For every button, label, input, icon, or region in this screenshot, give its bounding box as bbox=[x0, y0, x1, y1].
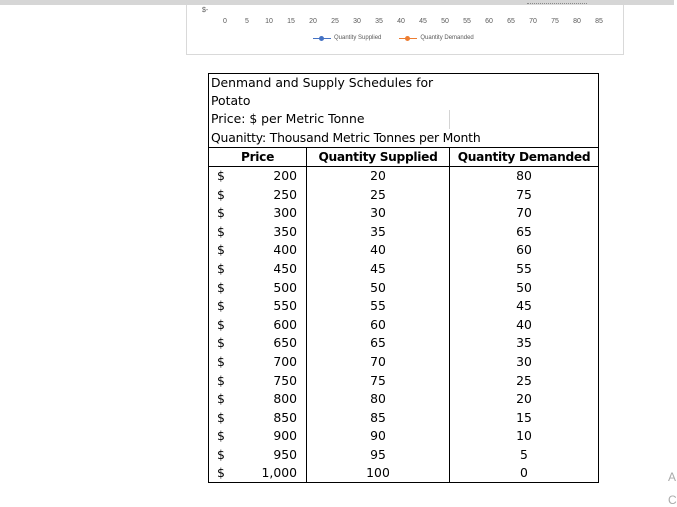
price-cell[interactable] bbox=[209, 241, 307, 260]
price-cell[interactable] bbox=[209, 371, 307, 390]
price-cell[interactable] bbox=[209, 353, 307, 372]
side-letter-c: C bbox=[668, 493, 677, 507]
x-axis-tick-label: 60 bbox=[485, 18, 493, 25]
currency-symbol: $ bbox=[217, 428, 225, 444]
quantity-demanded-cell[interactable]: 55 bbox=[516, 261, 532, 277]
x-axis-tick-label: 30 bbox=[353, 18, 361, 25]
price-unit-text: Price: $ per Metric Tonne bbox=[211, 111, 365, 127]
quantity-demanded-cell[interactable]: 35 bbox=[516, 335, 532, 351]
quantity-supplied-cell[interactable]: 70 bbox=[307, 353, 450, 372]
table-row bbox=[209, 278, 599, 297]
x-axis-tick-label: 20 bbox=[309, 18, 317, 25]
price-cell[interactable] bbox=[209, 446, 307, 465]
x-axis-tick-label: 55 bbox=[463, 18, 471, 25]
quantity-demanded-cell[interactable]: 20 bbox=[516, 391, 532, 407]
quantity-unit-text: Quanitty: Thousand Metric Tonnes per Month bbox=[211, 129, 481, 145]
x-axis-tick-label: 45 bbox=[419, 18, 427, 25]
price-value: 900 bbox=[273, 428, 297, 444]
quantity-supplied-cell[interactable]: 50 bbox=[307, 278, 450, 297]
x-axis-tick-label: 80 bbox=[573, 18, 581, 25]
table-row bbox=[209, 316, 599, 335]
x-axis-tick-label: 5 bbox=[245, 18, 249, 25]
currency-symbol: $ bbox=[217, 335, 225, 351]
table-title-row bbox=[209, 74, 599, 111]
schedule-table bbox=[208, 73, 599, 483]
quantity-demanded-cell[interactable]: 40 bbox=[516, 316, 532, 332]
currency-symbol: $ bbox=[217, 261, 225, 277]
legend-label-supplied: Quantity Supplied bbox=[334, 35, 382, 41]
legend-swatch-supplied bbox=[313, 38, 331, 39]
quantity-supplied-cell[interactable]: 100 bbox=[307, 464, 450, 483]
empty-cell[interactable] bbox=[450, 110, 599, 129]
table-row bbox=[209, 371, 599, 390]
price-value: 200 bbox=[273, 168, 297, 184]
price-value: 750 bbox=[273, 372, 297, 388]
price-cell[interactable] bbox=[209, 204, 307, 223]
legend-marker-demanded bbox=[405, 36, 410, 41]
currency-symbol: $ bbox=[217, 391, 225, 407]
legend-item-supplied bbox=[313, 35, 381, 41]
price-cell[interactable] bbox=[209, 390, 307, 409]
price-cell[interactable] bbox=[209, 427, 307, 446]
table-row bbox=[209, 446, 599, 465]
quantity-unit-cell[interactable] bbox=[209, 129, 599, 148]
price-cell[interactable] bbox=[209, 409, 307, 428]
table-row bbox=[209, 353, 599, 372]
x-axis-tick-label: 50 bbox=[441, 18, 449, 25]
x-axis-tick-label: 25 bbox=[331, 18, 339, 25]
price-cell[interactable] bbox=[209, 278, 307, 297]
table-row bbox=[209, 204, 599, 223]
quantity-demanded-cell[interactable]: 45 bbox=[516, 298, 532, 314]
currency-symbol: $ bbox=[217, 409, 225, 425]
x-axis-tick-label: 75 bbox=[551, 18, 559, 25]
quantity-unit-row bbox=[209, 129, 599, 148]
quantity-supplied-cell[interactable]: 45 bbox=[307, 260, 450, 279]
price-value: 600 bbox=[273, 316, 297, 332]
price-value: 950 bbox=[273, 446, 297, 462]
table-title[interactable] bbox=[209, 74, 450, 111]
price-value: 650 bbox=[273, 335, 297, 351]
table-row bbox=[209, 409, 599, 428]
price-cell[interactable] bbox=[209, 464, 307, 483]
currency-symbol: $ bbox=[217, 354, 225, 370]
quantity-demanded-cell[interactable]: 60 bbox=[516, 242, 532, 258]
currency-symbol: $ bbox=[217, 465, 225, 481]
header-price[interactable]: Price bbox=[209, 147, 307, 167]
quantity-demanded-cell[interactable]: 50 bbox=[516, 279, 532, 295]
table-row bbox=[209, 427, 599, 446]
quantity-demanded-cell[interactable]: 5 bbox=[520, 446, 528, 462]
header-quantity-supplied[interactable]: Quantity Supplied bbox=[307, 147, 450, 167]
currency-symbol: $ bbox=[217, 316, 225, 332]
quantity-demanded-cell[interactable]: 75 bbox=[516, 186, 532, 202]
currency-symbol: $ bbox=[217, 205, 225, 221]
currency-symbol: $ bbox=[217, 168, 225, 184]
table-row bbox=[209, 185, 599, 204]
price-value: 1,000 bbox=[261, 465, 297, 481]
table-row bbox=[209, 167, 599, 186]
price-value: 400 bbox=[273, 242, 297, 258]
quantity-supplied-cell[interactable]: 90 bbox=[307, 427, 450, 446]
price-value: 450 bbox=[273, 261, 297, 277]
legend-marker-supplied bbox=[319, 36, 324, 41]
price-value: 550 bbox=[273, 298, 297, 314]
quantity-demanded-cell[interactable]: 15 bbox=[516, 409, 532, 425]
price-cell[interactable] bbox=[209, 297, 307, 316]
chart-title-cut bbox=[527, 3, 587, 6]
price-cell[interactable] bbox=[209, 260, 307, 279]
quantity-supplied-cell[interactable]: 85 bbox=[307, 409, 450, 428]
price-value: 700 bbox=[273, 354, 297, 370]
x-axis-tick-label: 15 bbox=[287, 18, 295, 25]
quantity-supplied-cell[interactable]: 40 bbox=[307, 241, 450, 260]
quantity-demanded-cell[interactable]: 25 bbox=[516, 372, 532, 388]
currency-symbol: $ bbox=[217, 186, 225, 202]
price-cell[interactable] bbox=[209, 167, 307, 186]
side-letter-a: A bbox=[668, 470, 677, 484]
quantity-supplied-cell[interactable]: 55 bbox=[307, 297, 450, 316]
price-value: 500 bbox=[273, 279, 297, 295]
currency-symbol: $ bbox=[217, 242, 225, 258]
price-cell[interactable] bbox=[209, 334, 307, 353]
quantity-supplied-cell[interactable]: 95 bbox=[307, 446, 450, 465]
currency-symbol: $ bbox=[217, 446, 225, 462]
currency-symbol: $ bbox=[217, 223, 225, 239]
column-header-row bbox=[209, 147, 599, 167]
currency-symbol: $ bbox=[217, 298, 225, 314]
price-value: 800 bbox=[273, 391, 297, 407]
x-axis-tick-label: 70 bbox=[529, 18, 537, 25]
quantity-demanded-cell[interactable]: 65 bbox=[516, 223, 532, 239]
x-axis-tick-label: 40 bbox=[397, 18, 405, 25]
price-value: 850 bbox=[273, 409, 297, 425]
table-row bbox=[209, 334, 599, 353]
header-quantity-demanded[interactable]: Quantity Demanded bbox=[450, 147, 599, 167]
x-axis-tick-label: 65 bbox=[507, 18, 515, 25]
price-cell[interactable] bbox=[209, 185, 307, 204]
quantity-demanded-cell[interactable]: 80 bbox=[516, 168, 532, 184]
quantity-supplied-cell[interactable]: 65 bbox=[307, 334, 450, 353]
quantity-demanded-cell[interactable]: 70 bbox=[516, 205, 532, 221]
table-row bbox=[209, 223, 599, 242]
chart-legend bbox=[313, 35, 492, 41]
price-value: 250 bbox=[273, 186, 297, 202]
currency-symbol: $ bbox=[217, 372, 225, 388]
quantity-supplied-cell[interactable]: 75 bbox=[307, 371, 450, 390]
currency-symbol: $ bbox=[217, 279, 225, 295]
x-axis-tick-label: 0 bbox=[223, 18, 227, 25]
price-unit-row bbox=[209, 110, 599, 129]
quantity-demanded-cell[interactable]: 10 bbox=[516, 428, 532, 444]
x-axis-tick-label: 85 bbox=[595, 18, 603, 25]
table-row bbox=[209, 260, 599, 279]
x-axis-tick-label: 35 bbox=[375, 18, 383, 25]
quantity-demanded-cell[interactable]: 0 bbox=[450, 464, 599, 483]
quantity-supplied-cell[interactable]: 25 bbox=[307, 185, 450, 204]
price-cell[interactable] bbox=[209, 316, 307, 335]
x-axis-tick-label: 10 bbox=[265, 18, 273, 25]
legend-label-demanded: Quantity Demanded bbox=[420, 35, 474, 41]
table-row bbox=[209, 390, 599, 409]
legend-item-demanded bbox=[399, 35, 473, 41]
quantity-supplied-cell[interactable]: 30 bbox=[307, 204, 450, 223]
price-value: 350 bbox=[273, 223, 297, 239]
price-unit-cell[interactable] bbox=[209, 110, 450, 129]
chart-area[interactable] bbox=[186, 5, 624, 55]
quantity-supplied-cell[interactable]: 20 bbox=[307, 167, 450, 186]
quantity-supplied-cell[interactable]: 80 bbox=[307, 390, 450, 409]
legend-swatch-demanded bbox=[399, 38, 417, 39]
empty-cell[interactable] bbox=[450, 74, 599, 111]
table-row bbox=[209, 297, 599, 316]
table-row bbox=[209, 464, 599, 483]
quantity-supplied-cell[interactable]: 35 bbox=[307, 223, 450, 242]
table-row bbox=[209, 241, 599, 260]
quantity-demanded-cell[interactable]: 30 bbox=[516, 354, 532, 370]
table-title-text: Denmand and Supply Schedules for Potato bbox=[211, 75, 434, 108]
y-axis-tick-label: $- bbox=[202, 7, 209, 14]
price-cell[interactable] bbox=[209, 223, 307, 242]
price-value: 300 bbox=[273, 205, 297, 221]
quantity-supplied-cell[interactable]: 60 bbox=[307, 316, 450, 335]
